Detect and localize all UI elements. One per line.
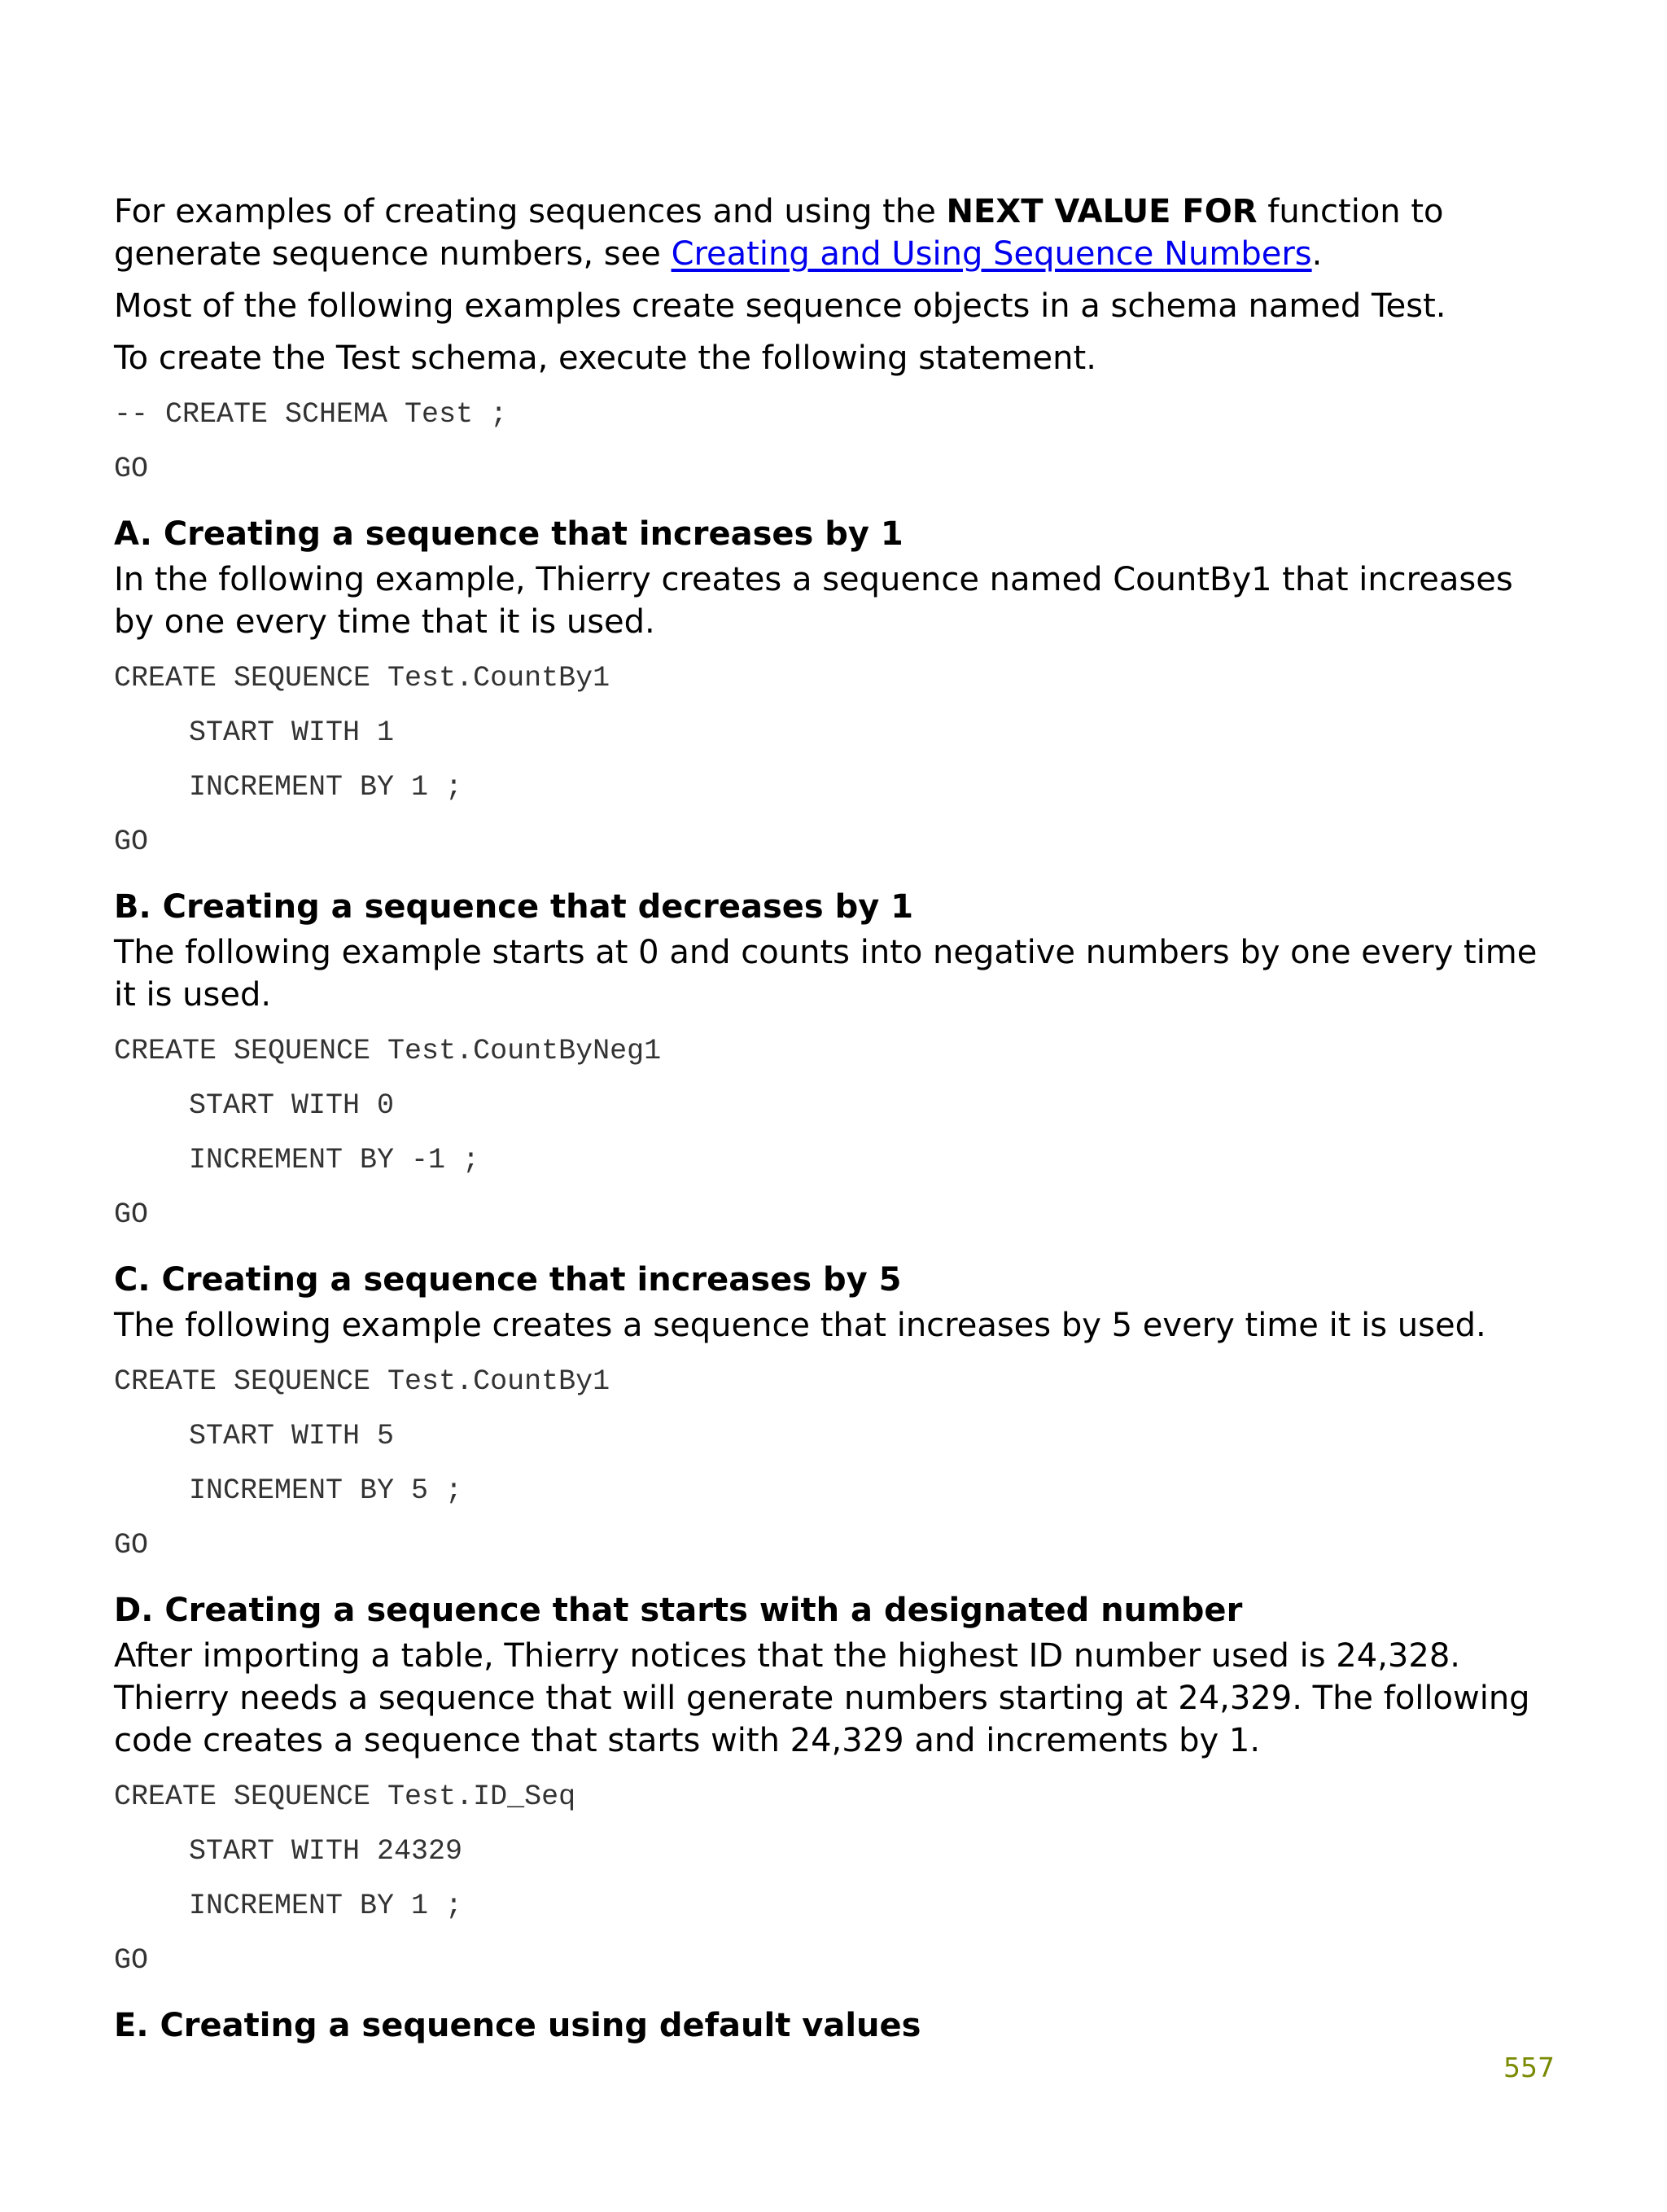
section-d-code-increment: INCREMENT BY 1 ; — [189, 1890, 463, 1922]
section-b-description: The following example starts at 0 and counts into negative numbers by one every time it is used. — [114, 934, 1538, 1014]
schema-instruction-paragraph: To create the Test schema, execute the following statement. — [114, 339, 1096, 377]
document-page — [114, 191, 1555, 2050]
section-a-code-increment: INCREMENT BY 1 ; — [189, 771, 463, 804]
schema-note-paragraph: Most of the following examples create sequence objects in a schema named Test. — [114, 287, 1446, 325]
section-d-code-go: GO — [114, 1944, 149, 1977]
section-a-code-create: CREATE SEQUENCE Test.CountBy1 — [114, 662, 610, 694]
section-c-code-start: START WITH 5 — [189, 1420, 395, 1452]
intro-text-before: For examples of creating sequences and using the — [114, 193, 947, 230]
intro-text-middle: function to generate sequence numbers, see — [114, 193, 1444, 273]
section-d-description: After importing a table, Thierry notices that the highest ID number used is 24,328. Thierry needs a sequence that will generate numbers starting at 24,329. The following code creates a sequence that starts with 24,329 and increments by 1. — [114, 1637, 1530, 1759]
section-b-code-start: START WITH 0 — [189, 1089, 395, 1122]
section-b-heading: B. Creating a sequence that decreases by 1 — [114, 888, 914, 926]
intro-text-after: . — [1311, 235, 1323, 273]
section-b-code-go: GO — [114, 1198, 149, 1231]
section-c-heading: C. Creating a sequence that increases by 5 — [114, 1261, 902, 1299]
section-c-code-create: CREATE SEQUENCE Test.CountBy1 — [114, 1365, 610, 1398]
schema-code-go: GO — [114, 453, 149, 485]
section-b-code-increment: INCREMENT BY -1 ; — [189, 1144, 480, 1176]
section-c-code-go: GO — [114, 1529, 149, 1562]
creating-sequence-numbers-link[interactable]: Creating and Using Sequence Numbers — [671, 235, 1312, 273]
section-a-description: In the following example, Thierry creates a sequence named CountBy1 that increases by one every time that it is used. — [114, 561, 1513, 641]
intro-bold-function: NEXT VALUE FOR — [946, 193, 1258, 230]
section-a-heading: A. Creating a sequence that increases by 1 — [114, 515, 904, 553]
section-d-heading: D. Creating a sequence that starts with a designated number — [114, 1592, 1243, 1629]
section-a-code-start: START WITH 1 — [189, 716, 395, 749]
section-d-code-start: START WITH 24329 — [189, 1835, 463, 1868]
section-d-code-create: CREATE SEQUENCE Test.ID_Seq — [114, 1781, 576, 1813]
page-number: 557 — [1503, 2052, 1555, 2083]
section-c-description: The following example creates a sequence that increases by 5 every time it is used. — [114, 1307, 1486, 1344]
section-c-code-increment: INCREMENT BY 5 ; — [189, 1474, 463, 1507]
intro-paragraph — [114, 191, 1555, 275]
section-a-code-go: GO — [114, 826, 149, 858]
section-b-code-create: CREATE SEQUENCE Test.CountByNeg1 — [114, 1035, 662, 1067]
section-e-heading: E. Creating a sequence using default values — [114, 2007, 921, 2044]
schema-code-line: -- CREATE SCHEMA Test ; — [114, 398, 508, 431]
